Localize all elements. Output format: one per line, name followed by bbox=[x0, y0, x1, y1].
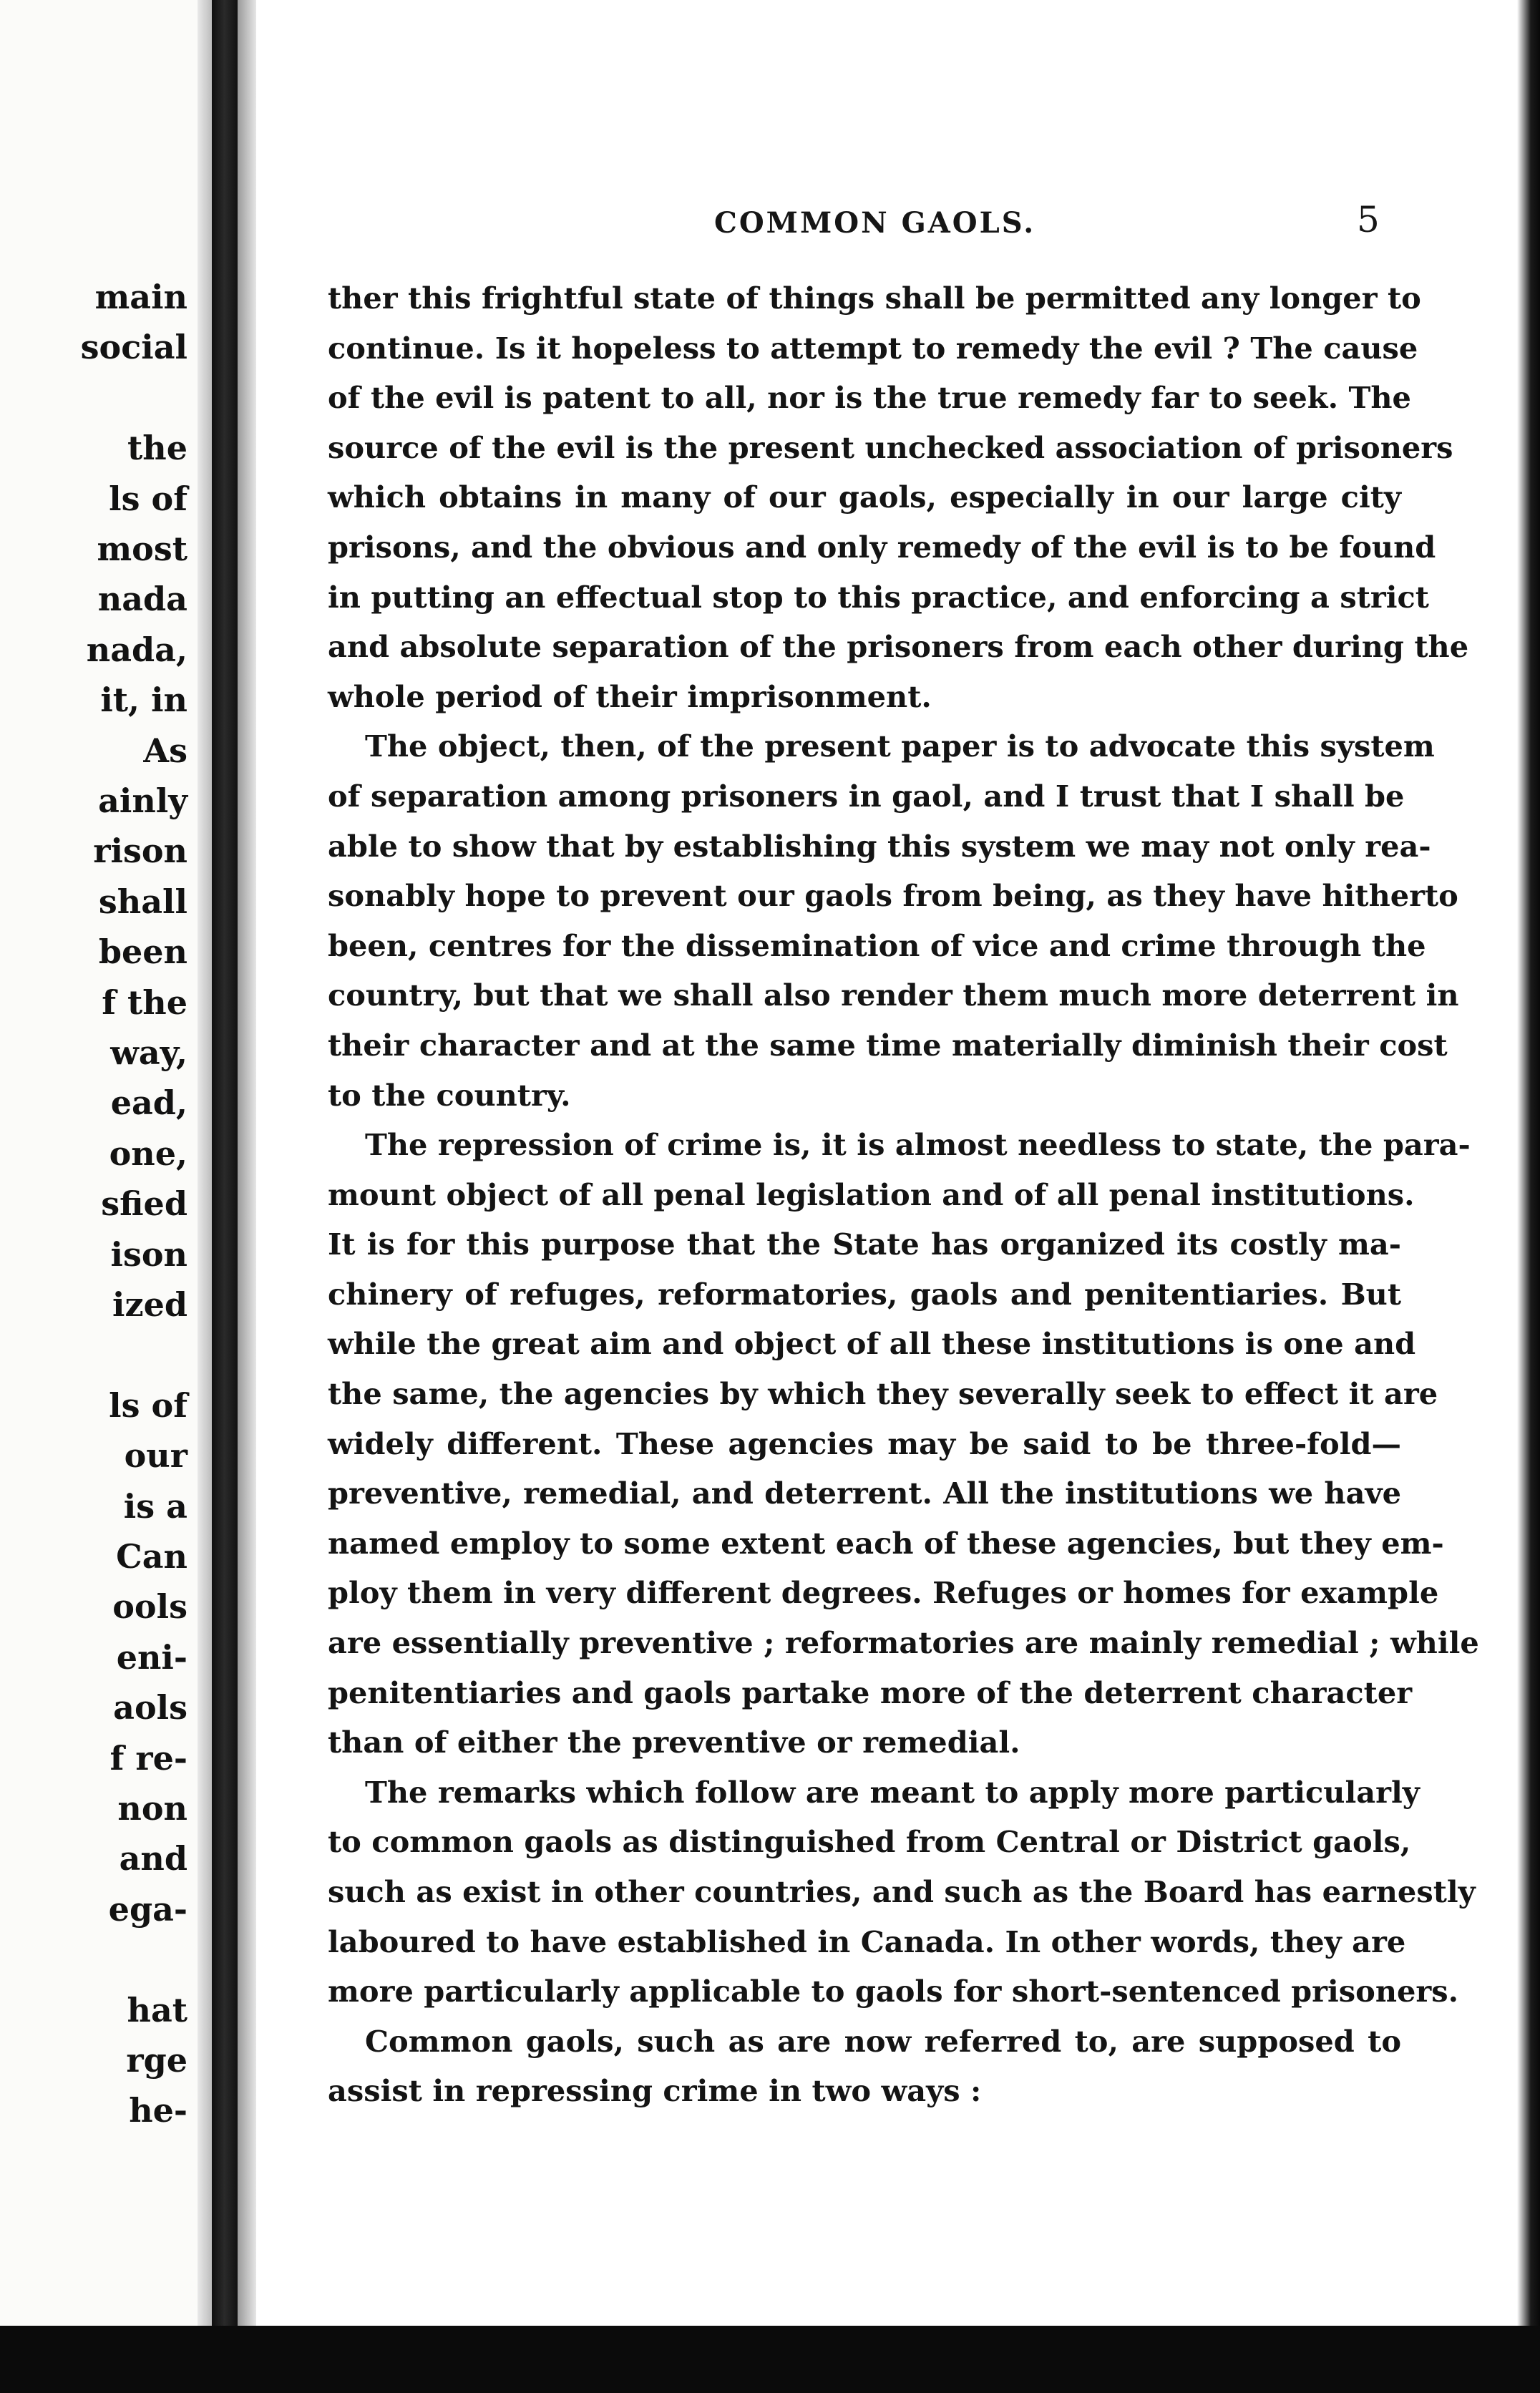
facing-page-text-fragment: ls of bbox=[109, 479, 187, 518]
text-line: in putting an effectual stop to this practice, and enforcing a strict bbox=[328, 579, 1429, 615]
facing-page-text-fragment: ison bbox=[110, 1234, 187, 1274]
text-line: The repression of crime is, it is almost needless to state, the para- bbox=[365, 1127, 1471, 1163]
facing-page-text-fragment: our bbox=[124, 1436, 187, 1476]
paragraph-2 bbox=[328, 721, 1459, 1120]
text-line: than of either the preventive or remedial. bbox=[328, 1725, 1020, 1760]
text-line: It is for this purpose that the State has organized its costly ma- bbox=[328, 1227, 1401, 1262]
text-line: The remarks which follow are meant to apply more particularly bbox=[365, 1774, 1420, 1810]
text-line: ther this frightful state of things shall be permitted any longer to bbox=[328, 281, 1421, 316]
facing-page-text-fragment: ls of bbox=[109, 1385, 187, 1425]
text-line: country, but that we shall also render them much more deterrent in bbox=[328, 978, 1459, 1013]
facing-page-text-fragment: and bbox=[119, 1839, 187, 1878]
facing-page-text-fragment: one, bbox=[109, 1134, 187, 1173]
text-line: of separation among prisoners in gaol, and I trust that I shall be bbox=[328, 778, 1405, 814]
text-line: able to show that by establishing this system we may not only rea- bbox=[328, 828, 1431, 864]
facing-page-text-fragment: f the bbox=[102, 983, 187, 1022]
text-line: such as exist in other countries, and such as the Board has earnestly bbox=[328, 1874, 1476, 1909]
text-line: ploy them in very different degrees. Refuges or homes for example bbox=[328, 1575, 1439, 1611]
text-line: been, centres for the dissemination of vice and crime through the bbox=[328, 927, 1426, 963]
facing-page-text-fragment: hat bbox=[127, 1990, 187, 2029]
facing-page-text-fragment: aols bbox=[113, 1688, 187, 1727]
page-right-edge bbox=[1517, 0, 1540, 2326]
text-line: widely different. These agencies may be said to be three-fold— bbox=[328, 1425, 1401, 1461]
text-line: named employ to some extent each of these agencies, but they em- bbox=[328, 1525, 1444, 1561]
gutter-shadow-left bbox=[198, 0, 212, 2326]
text-line: which obtains in many of our gaols, especially in our large city bbox=[328, 479, 1401, 515]
facing-page-text-fragment: rge bbox=[126, 2041, 187, 2080]
paragraph-4 bbox=[328, 1768, 1476, 2017]
facing-page-text-fragment: Can bbox=[116, 1537, 187, 1576]
facing-page-text-fragment: ega- bbox=[108, 1889, 187, 1929]
text-line: continue. Is it hopeless to attempt to remedy the evil ? The cause bbox=[328, 330, 1418, 366]
text-line: preventive, remedial, and deterrent. All the institutions we have bbox=[328, 1476, 1401, 1511]
paragraph-3 bbox=[328, 1120, 1479, 1768]
facing-page-text-fragment: non bbox=[117, 1789, 187, 1828]
gutter-shadow-right bbox=[238, 0, 256, 2326]
facing-page-text-fragment: nada, bbox=[86, 630, 187, 669]
text-line: are essentially preventive ; reformatories are mainly remedial ; while bbox=[328, 1625, 1479, 1661]
facing-page-text-fragment: ools bbox=[112, 1587, 187, 1627]
text-line: the same, the agencies by which they severally seek to effect it are bbox=[328, 1376, 1438, 1412]
facing-page-text-fragment: ainly bbox=[98, 781, 187, 820]
page-number: 5 bbox=[1357, 199, 1380, 240]
text-line: to the country. bbox=[328, 1077, 571, 1113]
text-line: The object, then, of the present paper is to advocate this system bbox=[365, 728, 1435, 764]
scan-bottom-border bbox=[0, 2326, 1540, 2393]
facing-page-text-fragment: ized bbox=[112, 1285, 187, 1324]
facing-page-text-fragment: nada bbox=[97, 580, 187, 619]
facing-page-text-fragment: rison bbox=[93, 832, 187, 871]
facing-page-text-fragment: f re- bbox=[109, 1738, 187, 1778]
facing-page-text-fragment: shall bbox=[98, 882, 187, 921]
text-line: assist in repressing crime in two ways : bbox=[328, 2073, 982, 2109]
text-line: chinery of refuges, reformatories, gaols and penitentiaries. But bbox=[328, 1276, 1401, 1312]
paragraph-1 bbox=[328, 273, 1469, 721]
facing-page-text-fragment: the bbox=[127, 429, 187, 468]
text-line: and absolute separation of the prisoners from each other during the bbox=[328, 629, 1469, 665]
text-line: mount object of all penal legislation and of all penal institutions. bbox=[328, 1176, 1415, 1212]
facing-page-text-fragment: been bbox=[98, 932, 187, 972]
facing-page-text-fragment: sfied bbox=[101, 1184, 187, 1224]
running-head: COMMON GAOLS. bbox=[714, 206, 1036, 240]
text-line: whole period of their imprisonment. bbox=[328, 678, 932, 714]
text-line: sonably hope to prevent our gaols from being, as they have hitherto bbox=[328, 878, 1458, 914]
text-line: more particularly applicable to gaols for short-sentenced prisoners. bbox=[328, 1974, 1459, 2009]
text-line: to common gaols as distinguished from Central or District gaols, bbox=[328, 1824, 1411, 1860]
text-line: Common gaols, such as are now referred to, are supposed to bbox=[365, 2023, 1401, 2059]
text-line: source of the evil is the present unchecked association of prisoners bbox=[328, 429, 1453, 465]
text-line: their character and at the same time materially diminish their cost bbox=[328, 1027, 1448, 1063]
body-text bbox=[328, 273, 1479, 2116]
text-line: laboured to have established in Canada. In other words, they are bbox=[328, 1924, 1406, 1959]
facing-page-text-fragment: most bbox=[97, 530, 187, 568]
main-page bbox=[256, 0, 1517, 2326]
facing-page-text-fragment: it, in bbox=[100, 681, 187, 720]
facing-page-text-fragment: As bbox=[143, 731, 187, 770]
facing-page-text-fragment: ead, bbox=[110, 1083, 187, 1123]
facing-page-text-fragment: eni- bbox=[116, 1637, 187, 1677]
facing-page-text-fragment: is a bbox=[123, 1486, 187, 1526]
text-line: while the great aim and object of all these institutions is one and bbox=[328, 1326, 1416, 1362]
facing-page-text-fragment: way, bbox=[110, 1033, 187, 1072]
facing-page-text-fragment: main bbox=[94, 278, 187, 316]
text-line: penitentiaries and gaols partake more of the deterrent character bbox=[328, 1675, 1413, 1710]
paragraph-5 bbox=[328, 2017, 1401, 2116]
text-line: of the evil is patent to all, nor is the true remedy far to seek. The bbox=[328, 380, 1411, 416]
facing-page-text-fragment: social bbox=[80, 328, 187, 367]
text-line: prisons, and the obvious and only remedy of the evil is to be found bbox=[328, 529, 1436, 565]
book-gutter bbox=[212, 0, 238, 2326]
facing-page-fragment bbox=[0, 0, 198, 2393]
facing-page-text-fragment: he- bbox=[129, 2091, 187, 2130]
